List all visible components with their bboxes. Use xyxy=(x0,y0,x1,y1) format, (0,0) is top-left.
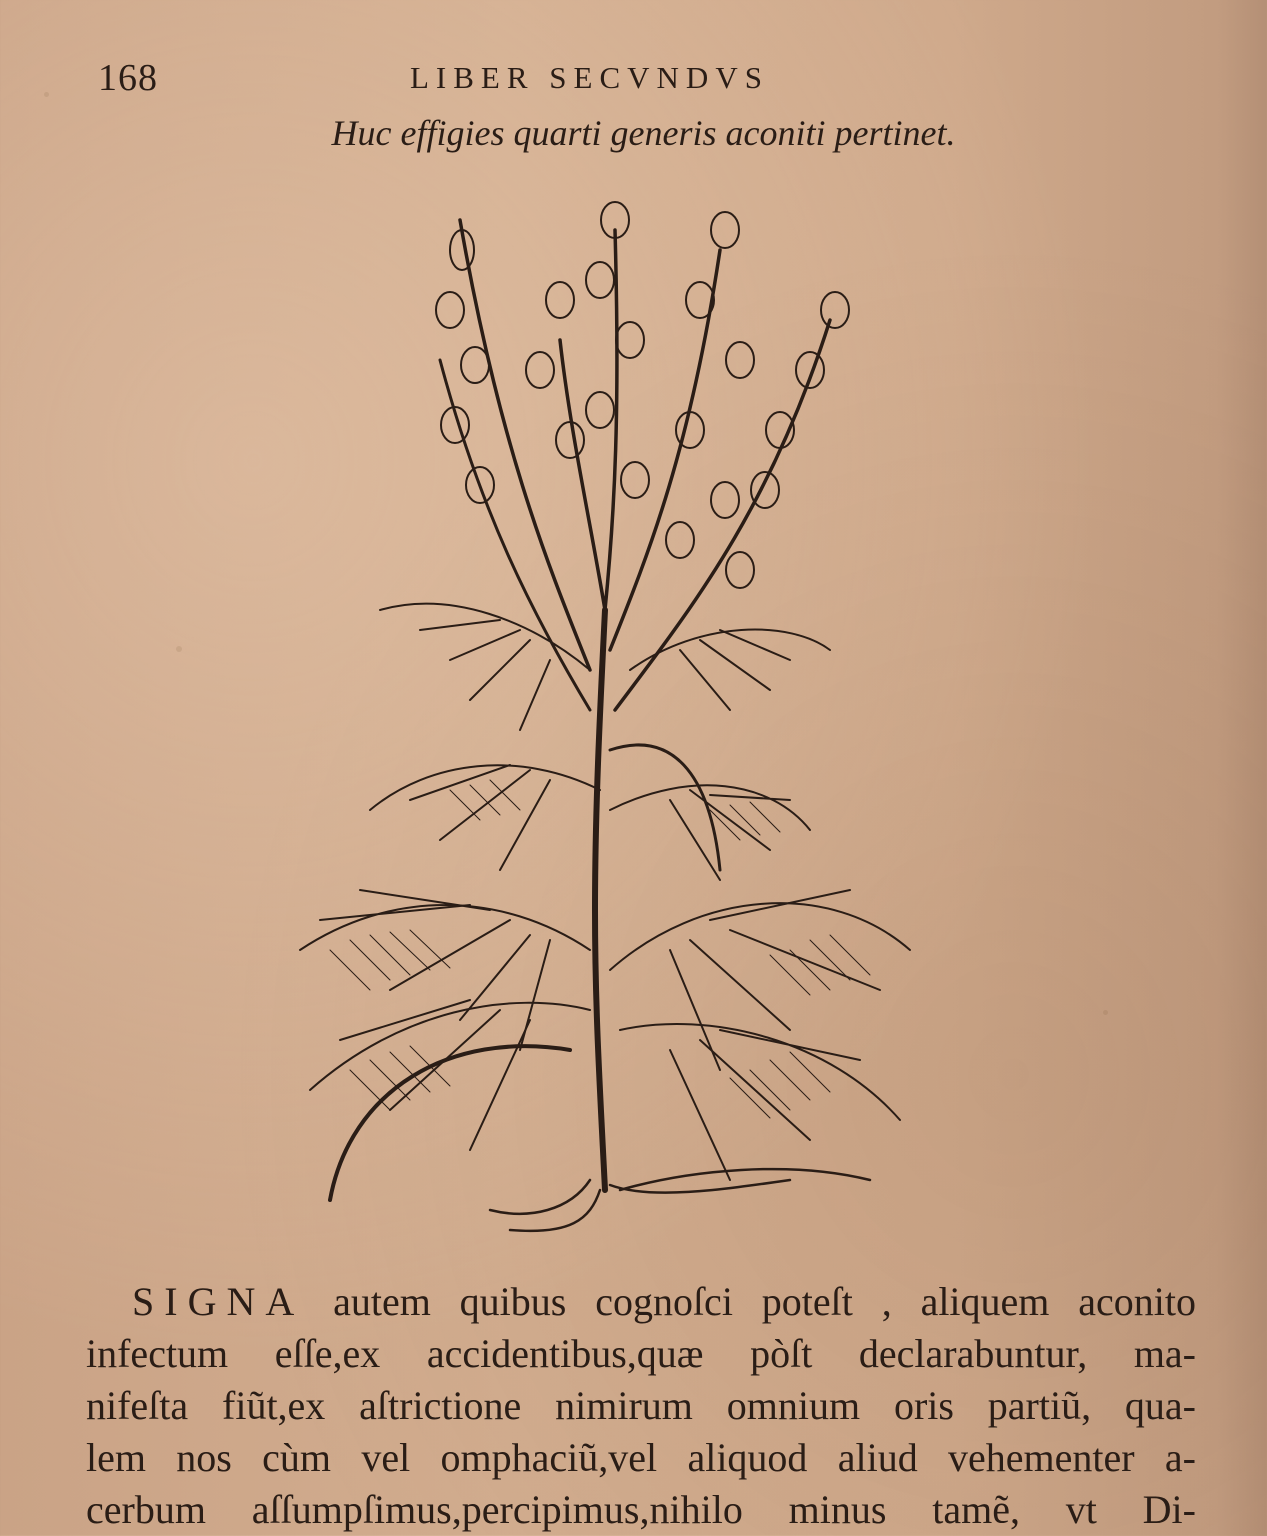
running-title: LIBER SECVNDVS xyxy=(410,60,769,95)
body-text xyxy=(86,1276,1196,1536)
page-number: 168 xyxy=(98,57,158,99)
text-line: cerbum aſſumpſimus,percipimus,nihilo minus tamẽ, vt Di- xyxy=(86,1487,1196,1532)
text-line: nifeſta fiũt,ex aſtrictione nimirum omnium oris partiũ, qua- xyxy=(86,1383,1196,1428)
text-line xyxy=(86,1276,1196,1328)
paper-stain xyxy=(176,646,182,652)
aconite-woodcut-illustration xyxy=(270,190,930,1250)
illustration-caption: Huc effigies quarti generis aconiti pertinet. xyxy=(331,113,956,153)
running-head xyxy=(0,56,1267,106)
text-line: infectum eſſe,ex accidentibus,quæ pòſt declarabuntur, ma- xyxy=(86,1331,1196,1376)
text-line-content: autem quibus cognoſci poteſt , aliquem aconito xyxy=(304,1279,1196,1324)
paper-stain xyxy=(1103,1010,1108,1015)
text-line: lem nos cùm vel omphaciũ,vel aliquod aliud vehementer a- xyxy=(86,1435,1196,1480)
lead-word: SIGNA xyxy=(132,1279,305,1324)
